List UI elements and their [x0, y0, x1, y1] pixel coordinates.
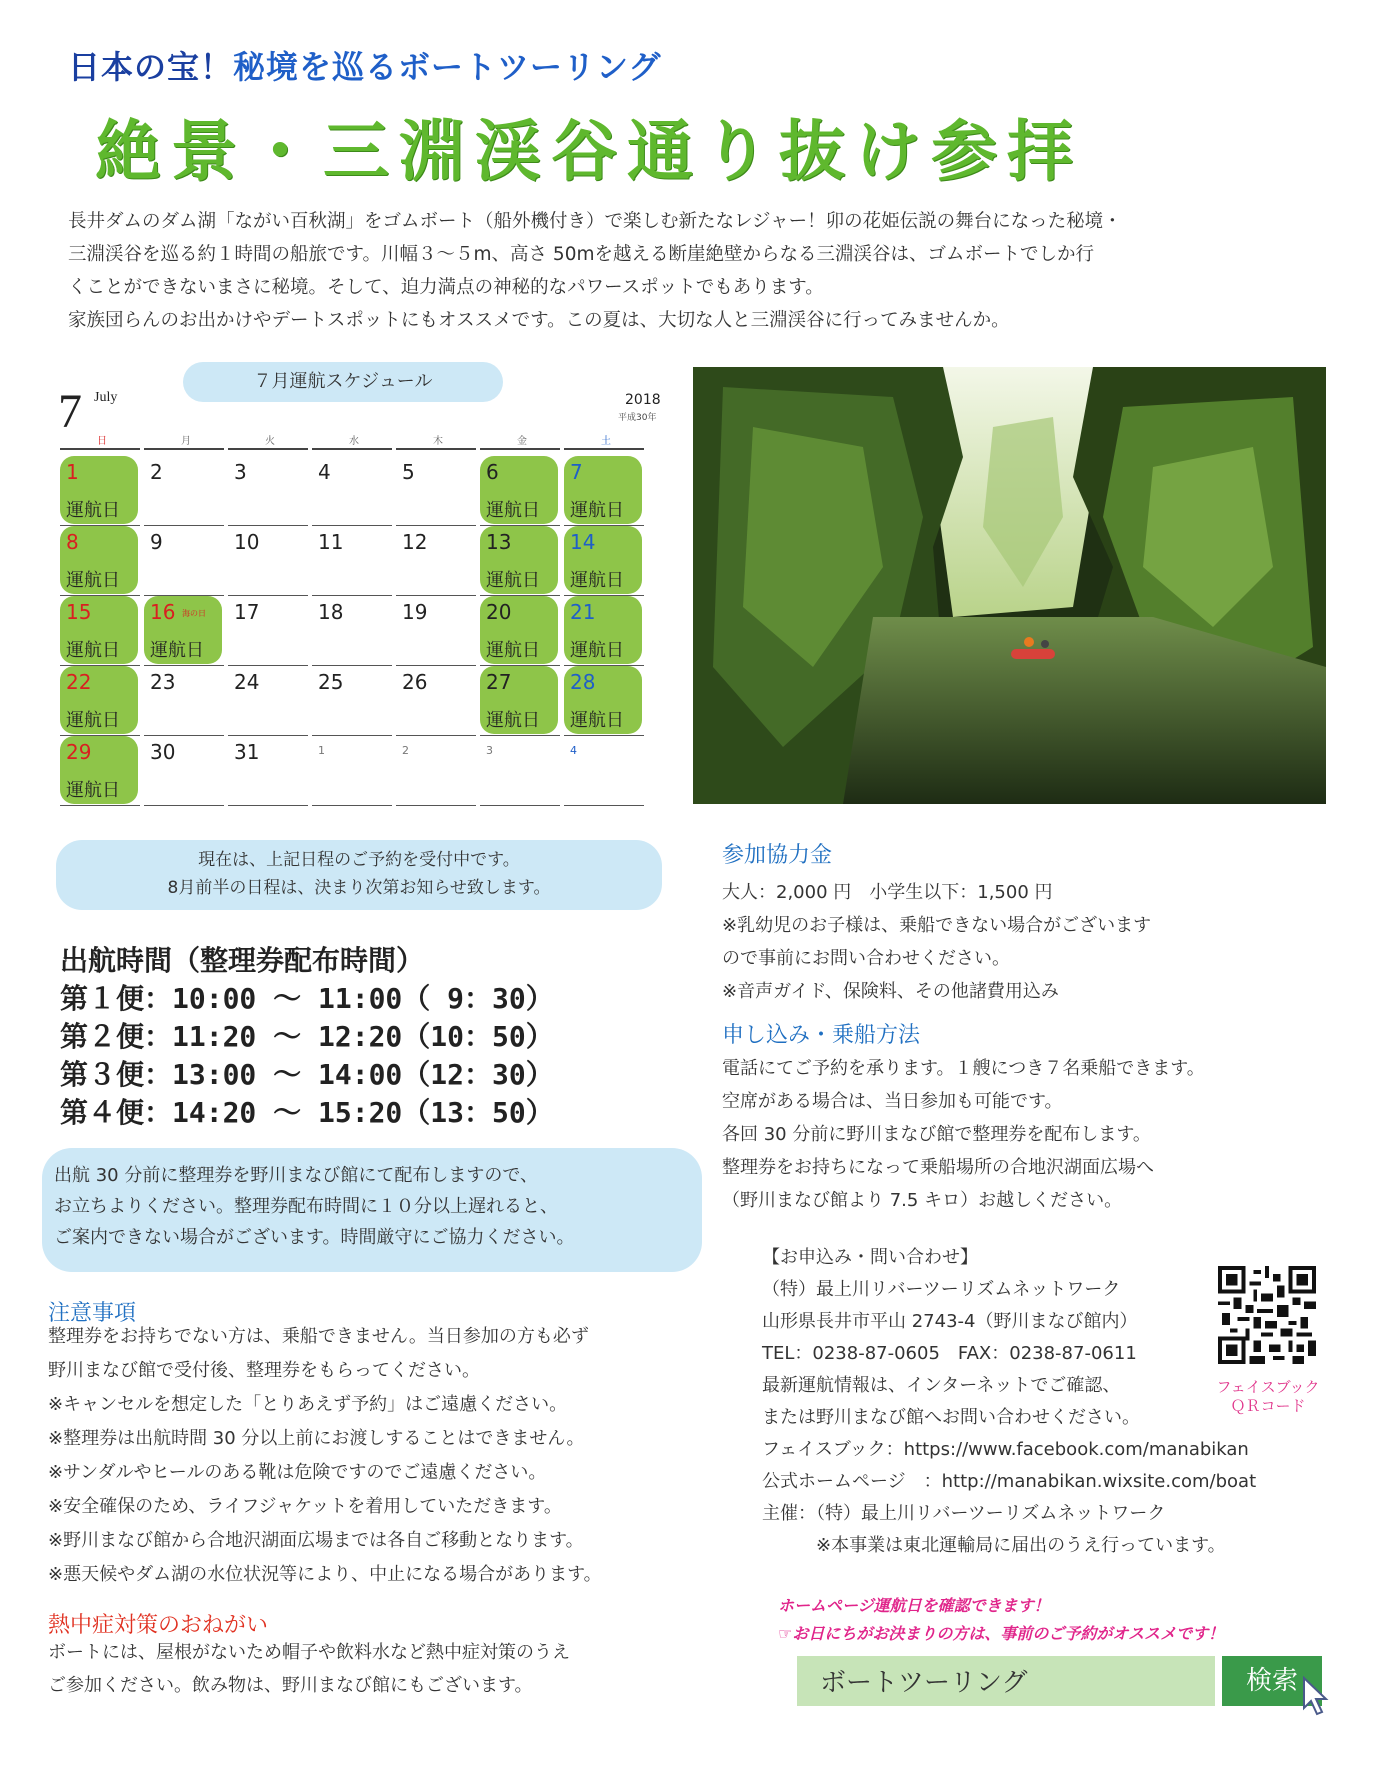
page-title: 絶景・三淵渓谷通り抜け参拝	[95, 113, 1083, 190]
caution-line: ※安全確保のため、ライフジャケットを着用していただきます。	[48, 1496, 562, 1517]
service-day-label: 運航日	[486, 710, 540, 731]
departure-heading: 出航時間（整理券配布時間）	[60, 944, 425, 977]
apply-line: 空席がある場合は、当日参加も可能です。	[722, 1091, 1063, 1112]
ticket-notice-line: ご案内できない場合がございます。時間厳守にご協力ください。	[54, 1227, 575, 1248]
day-number: 9	[150, 530, 163, 554]
caution-line: 野川まなび館で受付後、整理券をもらってください。	[48, 1360, 480, 1381]
heat-heading: 熱中症対策のおねがい	[48, 1613, 269, 1638]
caution-line: ※サンダルやヒールのある靴は危険ですのでご遠慮ください。	[48, 1462, 547, 1483]
calendar-year: 2018	[625, 392, 661, 408]
weekday-header: 月	[181, 436, 191, 447]
service-day-label: 運航日	[150, 640, 204, 661]
weekday-header: 金	[517, 436, 527, 447]
subtitle-part1: 日本の宝！	[68, 48, 234, 86]
heat-line: ご参加ください。飲み物は、野川まなび館にもございます。	[48, 1675, 533, 1696]
day-number: 20	[486, 600, 512, 624]
promo-text	[778, 1592, 1224, 1648]
qr-code-image	[1218, 1266, 1316, 1364]
day-number: 15	[66, 600, 92, 624]
day-number: 5	[402, 460, 415, 484]
caution-heading: 注意事項	[48, 1301, 137, 1326]
booking-notice-line: 8月前半の日程は、決まり次第お知らせ致します。	[167, 878, 551, 898]
subtitle-part2: 秘境を巡るボートツーリング	[233, 48, 662, 86]
day-divider	[312, 805, 392, 806]
qr-caption-line: ＱＲコード	[1230, 1397, 1306, 1415]
day-number: 1	[66, 460, 79, 484]
service-day-label: 運航日	[66, 500, 120, 521]
day-number: 6	[486, 460, 499, 484]
calendar-day	[144, 734, 228, 806]
day-number: 24	[234, 670, 260, 694]
day-number: 19	[402, 600, 428, 624]
qr-caption	[1208, 1378, 1328, 1416]
holiday-label: 海の日	[182, 609, 206, 618]
fee-section	[722, 876, 1151, 1008]
fee-heading: 参加協力金	[722, 843, 833, 868]
day-number: 2	[402, 744, 409, 757]
fee-line: ※乳幼児のお子様は、乗船できない場合がございます	[722, 915, 1152, 936]
service-day-label: 運航日	[66, 570, 120, 591]
calendar-day	[312, 594, 396, 666]
weekday-underline	[228, 448, 308, 450]
intro-line: 家族団らんのお出かけやデートスポットにもオススメです。この夏は、大切な人と三淵渓谷に行ってみませんか。	[68, 310, 1010, 331]
departure-row: 第２便：11:20 ～ 12:20（10：50）	[60, 1020, 554, 1053]
service-day-label: 運航日	[486, 640, 540, 661]
booking-notice	[56, 840, 662, 910]
calendar-day	[564, 594, 648, 666]
calendar-day	[144, 524, 228, 596]
day-divider	[144, 805, 224, 806]
calendar-day	[396, 734, 480, 806]
caution-section	[48, 1320, 602, 1592]
weekday-underline	[144, 448, 224, 450]
calendar-day	[564, 524, 648, 596]
weekday-underline	[564, 448, 644, 450]
caution-line: ※野川まなび館から合地沢湖面広場までは各自ご移動となります。	[48, 1530, 584, 1551]
service-day-label: 運航日	[66, 780, 120, 801]
weekday-header: 木	[433, 436, 443, 447]
apply-line: 各回 30 分前に野川まなび館で整理券を配布します。	[722, 1124, 1151, 1145]
day-number: 23	[150, 670, 176, 694]
day-number: 4	[318, 460, 331, 484]
contact-line: （特）最上川リバーツーリズムネットワーク	[762, 1279, 1121, 1300]
apply-line: 整理券をお持ちになって乗船場所の合地沢湖面広場へ	[722, 1157, 1154, 1178]
calendar-day	[228, 664, 312, 736]
calendar-day	[60, 524, 144, 596]
subtitle	[68, 42, 661, 88]
service-day-label: 運航日	[486, 570, 540, 591]
calendar-day	[564, 664, 648, 736]
calendar-grid	[60, 432, 660, 822]
weekday-header: 水	[349, 436, 359, 447]
calendar-day	[480, 454, 564, 526]
caution-line: 整理券をお持ちでない方は、乗船できません。当日参加の方も必ず	[48, 1326, 589, 1347]
calendar-day	[480, 594, 564, 666]
day-number: 8	[66, 530, 79, 554]
canyon-photo	[693, 367, 1326, 804]
apply-line: 電話にてご予約を承ります。１艘につき７名乗船できます。	[722, 1058, 1205, 1079]
cursor-arrow-icon	[1302, 1676, 1330, 1720]
contact-line: 山形県長井市平山 2743-4（野川まなび館内）	[762, 1311, 1138, 1332]
ticket-notice-line: お立ちよりください。整理券配布時間に１０分以上遅れると、	[54, 1196, 558, 1217]
day-number: 31	[234, 740, 260, 764]
departure-times	[60, 942, 554, 1132]
day-number: 4	[570, 744, 577, 757]
day-number: 25	[318, 670, 344, 694]
day-number: 26	[402, 670, 428, 694]
day-number: 7	[570, 460, 583, 484]
schedule-label: ７月運航スケジュール	[183, 362, 503, 402]
ticket-notice-line: 出航 30 分前に整理券を野川まなび館にて配布しますので、	[54, 1165, 538, 1186]
day-number: 1	[318, 744, 325, 757]
weekday-underline	[60, 448, 140, 450]
facebook-link[interactable]: フェイスブック：https://www.facebook.com/manabikan	[762, 1439, 1249, 1460]
service-day-label: 運航日	[570, 710, 624, 731]
contact-line: または野川まなび館へお問い合わせください。	[762, 1407, 1140, 1428]
contact-phone: TEL：0238-87-0605 FAX：0238-87-0611	[762, 1343, 1137, 1364]
fee-line: ので事前にお問い合わせください。	[722, 948, 1010, 969]
calendar-day	[396, 454, 480, 526]
search-query: ボートツーリング	[820, 1668, 1028, 1698]
fee-line: ※音声ガイド、保険料、その他諸費用込み	[722, 981, 1059, 1002]
calendar-day	[60, 664, 144, 736]
calendar-day	[228, 454, 312, 526]
calendar-day	[396, 664, 480, 736]
calendar-day	[312, 734, 396, 806]
day-number: 10	[234, 530, 260, 554]
canyon-photo-image	[693, 367, 1326, 804]
calendar-day	[60, 454, 144, 526]
day-number: 3	[486, 744, 493, 757]
day-divider	[228, 805, 308, 806]
promo-line: ホームページ運航日を確認できます！	[778, 1596, 1050, 1615]
day-number: 21	[570, 600, 596, 624]
caution-line: ※キャンセルを想定した「とりあえず予約」はご遠慮ください。	[48, 1394, 568, 1415]
calendar-day	[144, 664, 228, 736]
day-number: 2	[150, 460, 163, 484]
service-day-label: 運航日	[570, 500, 624, 521]
day-number: 22	[66, 670, 92, 694]
day-number: 27	[486, 670, 512, 694]
apply-line: （野川まなび館より 7.5 キロ）お越しください。	[722, 1190, 1123, 1211]
weekday-underline	[312, 448, 392, 450]
intro-line: くことができないまさに秘境。そして、迫力満点の神秘的なパワースポットでもあります。	[68, 277, 824, 298]
promo-line: ☞お日にちがお決まりの方は、事前のご予約がオススメです！	[778, 1624, 1225, 1643]
service-day-label: 運航日	[66, 640, 120, 661]
cursor-arrow-shape	[1302, 1676, 1330, 1716]
calendar-day	[144, 594, 228, 666]
calendar-day	[312, 664, 396, 736]
weekday-header: 土	[601, 436, 611, 447]
service-day-label: 運航日	[66, 710, 120, 731]
qr-code-icon[interactable]	[1218, 1266, 1316, 1364]
day-number: 30	[150, 740, 176, 764]
day-number: 11	[318, 530, 344, 554]
calendar-day	[396, 524, 480, 596]
day-divider	[564, 805, 644, 806]
weekday-underline	[480, 448, 560, 450]
calendar-day	[60, 734, 144, 806]
service-day-label: 運航日	[570, 640, 624, 661]
service-day-label: 運航日	[570, 570, 624, 591]
calendar-day	[312, 454, 396, 526]
homepage-link[interactable]: 公式ホームページ ：http://manabikan.wixsite.com/boat	[762, 1471, 1257, 1492]
calendar-day	[228, 594, 312, 666]
apply-section	[722, 1052, 1205, 1217]
calendar-day	[480, 734, 564, 806]
contact-line: 最新運航情報は、インターネットでご確認、	[762, 1375, 1121, 1396]
weekday-header: 火	[265, 436, 275, 447]
day-number: 3	[234, 460, 247, 484]
calendar-day	[480, 524, 564, 596]
calendar-day	[60, 594, 144, 666]
day-divider	[480, 805, 560, 806]
calendar-day	[564, 734, 648, 806]
calendar-month: 7	[58, 385, 82, 438]
intro-line: 三淵渓谷を巡る約１時間の船旅です。川幅３～５m、高さ 50mを越える断崖絶壁からなる三淵渓谷は、ゴムボートでしか行	[68, 244, 1094, 265]
contact-line: 主催：（特）最上川リバーツーリズムネットワーク	[762, 1503, 1166, 1524]
intro-text	[68, 205, 1338, 337]
weekday-header: 日	[97, 436, 107, 447]
departure-row: 第４便：14:20 ～ 15:20（13：50）	[60, 1096, 554, 1129]
service-day-label: 運航日	[486, 500, 540, 521]
weekday-underline	[396, 448, 476, 450]
booking-notice-line: 現在は、上記日程のご予約を受付中です。	[198, 850, 520, 870]
day-divider	[396, 805, 476, 806]
calendar-day	[480, 664, 564, 736]
day-number: 12	[402, 530, 428, 554]
intro-line: 長井ダムのダム湖「ながい百秋湖」をゴムボート（船外機付き）で楽しむ新たなレジャー！卯の花姫伝説の舞台になった秘境・	[68, 211, 1122, 232]
fee-line: 大人：2,000 円 小学生以下：1,500 円	[722, 882, 1053, 903]
day-number: 16	[150, 600, 176, 624]
calendar-day	[228, 734, 312, 806]
calendar-day	[312, 524, 396, 596]
calendar-year-jp: 平成30年	[618, 413, 657, 423]
day-number: 13	[486, 530, 512, 554]
day-number: 18	[318, 600, 344, 624]
contact-section	[762, 1242, 1256, 1562]
caution-line: ※整理券は出航時間 30 分以上前にお渡しすることはできません。	[48, 1428, 585, 1449]
day-number: 17	[234, 600, 260, 624]
day-number: 14	[570, 530, 596, 554]
day-number: 28	[570, 670, 596, 694]
caution-line: ※悪天候やダム湖の水位状況等により、中止になる場合があります。	[48, 1564, 602, 1585]
calendar-day	[396, 594, 480, 666]
heat-line: ボートには、屋根がないため帽子や飲料水など熱中症対策のうえ	[48, 1642, 570, 1663]
search-button[interactable]: 検索	[1222, 1656, 1322, 1706]
calendar-day	[144, 454, 228, 526]
qr-caption-line: フェイスブック	[1216, 1378, 1320, 1396]
departure-row: 第１便：10:00 ～ 11:00（ 9：30）	[60, 982, 554, 1015]
day-number: 29	[66, 740, 92, 764]
departure-row: 第３便：13:00 ～ 14:00（12：30）	[60, 1058, 554, 1091]
calendar-month-en: July	[94, 390, 118, 405]
calendar-day	[564, 454, 648, 526]
calendar-day	[228, 524, 312, 596]
ticket-notice	[42, 1148, 702, 1272]
apply-heading: 申し込み・乗船方法	[722, 1023, 921, 1048]
contact-line: ※本事業は東北運輸局に届出のうえ行っています。	[762, 1535, 1226, 1556]
contact-heading: 【お申込み・問い合わせ】	[762, 1247, 978, 1268]
heat-section	[48, 1636, 570, 1702]
day-divider	[60, 805, 140, 806]
